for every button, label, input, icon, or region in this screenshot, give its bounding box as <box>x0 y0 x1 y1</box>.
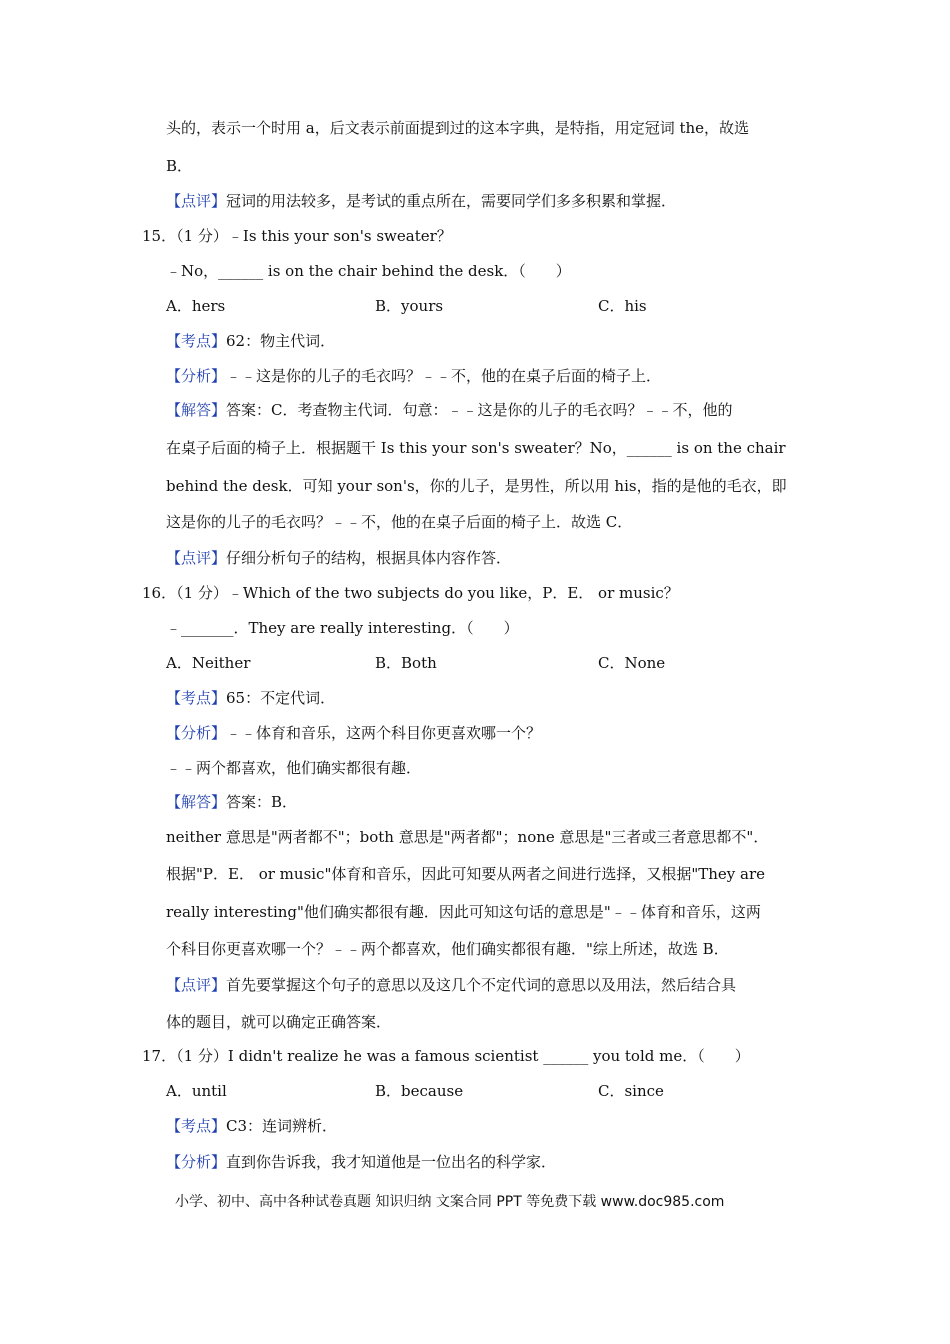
q15-stem: （1 分）﹣Is this your son's sweater？ <box>176 227 452 245</box>
dianping-tag: 【点评】 <box>166 549 227 567</box>
page-footer: 小学、初中、高中各种试卷真题 知识归纳 文案合同 PPT 等免费下载 www.doc985.com <box>175 1194 725 1210</box>
jieda-text: 答案：B． <box>226 793 298 811</box>
q16-stem: （1 分）﹣Which of the two subjects do you like，P．E． or music？ <box>176 584 679 602</box>
q17-stem: （1 分）I didn't realize he was a famous scientist ______ you told me．（ ） <box>176 1047 750 1065</box>
q16-stem-2: ﹣_______．They are really interesting．（ ） <box>166 619 519 637</box>
q16-kaodian <box>166 688 335 708</box>
q15-option-a: A．hers <box>166 297 226 315</box>
kaodian-tag: 【考点】 <box>166 1117 227 1135</box>
q15-option-b: B．yours <box>375 297 444 315</box>
q16-jieda-2: 根据"P．E． or music"体育和音乐，因此可知要从两者之间进行选择，又根据"They are <box>166 865 766 883</box>
dianping-text: 首先要掌握这个句子的意思以及这几个不定代词的意思以及用法，然后结合具 <box>226 976 737 994</box>
fenxi-tag: 【分析】 <box>166 724 227 742</box>
intro-line-2: B． <box>166 157 193 175</box>
q16-jieda-1: neither 意思是"两者都不"；both 意思是"两者都"；none 意思是"三者或三者意思都不"． <box>166 828 769 846</box>
fenxi-text: ﹣﹣体育和音乐，这两个科目你更喜欢哪一个？ <box>226 724 542 742</box>
q17-fenxi <box>166 1152 556 1172</box>
q15-jieda-3: behind the desk．可知 your son's，你的儿子，是男性，所以用 his，指的是他的毛衣，即 <box>166 477 787 495</box>
q17-option-c: C．since <box>598 1082 664 1100</box>
q15-option-c: C．his <box>598 297 647 315</box>
fenxi-tag: 【分析】 <box>166 1153 227 1171</box>
q17-option-b: B．because <box>375 1082 464 1100</box>
q16-header <box>142 583 679 603</box>
fenxi-text: 直到你告诉我，我才知道他是一位出名的科学家． <box>226 1153 557 1171</box>
q16-option-a: A．Neither <box>166 654 251 672</box>
q15-kaodian <box>166 331 335 351</box>
q15-fenxi <box>166 366 661 386</box>
q17-number: 17． <box>142 1047 177 1065</box>
kaodian-tag: 【考点】 <box>166 332 227 350</box>
fenxi-tag: 【分析】 <box>166 367 227 385</box>
q15-number: 15． <box>142 227 177 245</box>
q17-option-a: A．until <box>166 1082 227 1100</box>
q16-jieda-4: 个科目你更喜欢哪一个？﹣﹣两个都喜欢，他们确实都很有趣．"综上所述，故选 B． <box>166 940 729 958</box>
q16-fenxi <box>166 723 541 743</box>
kaodian-text: 65：不定代词． <box>226 689 336 707</box>
intro-review <box>166 191 676 211</box>
jieda-text: 答案：C．考查物主代词．句意：﹣﹣这是你的儿子的毛衣吗？﹣﹣不，他的 <box>226 401 733 419</box>
q16-dianping-1 <box>166 975 736 995</box>
dianping-text: 仔细分析句子的结构，根据具体内容作答． <box>226 549 512 567</box>
q15-dianping <box>166 548 511 568</box>
kaodian-text: C3：连词辨析． <box>226 1117 338 1135</box>
q16-dianping-2: 体的题目，就可以确定正确答案． <box>166 1013 392 1031</box>
q16-number: 16． <box>142 584 177 602</box>
q16-fenxi-2: ﹣﹣两个都喜欢，他们确实都很有趣． <box>166 759 422 777</box>
jieda-tag: 【解答】 <box>166 401 227 419</box>
q16-jieda <box>166 792 297 812</box>
dianping-tag: 【点评】 <box>166 976 227 994</box>
review-text: 冠词的用法较多，是考试的重点所在，需要同学们多多积累和掌握． <box>226 192 677 210</box>
q16-jieda-3: really interesting"他们确实都很有趣．因此可知这句话的意思是"﹣﹣体育和音乐，这两 <box>166 903 761 921</box>
q16-option-c: C．None <box>598 654 666 672</box>
review-tag: 【点评】 <box>166 192 227 210</box>
q16-option-b: B．Both <box>375 654 437 672</box>
kaodian-text: 62：物主代词． <box>226 332 336 350</box>
q15-jieda-1 <box>166 400 733 420</box>
q15-jieda-2: 在桌子后面的椅子上．根据题干 Is this your son's sweater？No，______ is on the chair <box>166 439 786 457</box>
jieda-tag: 【解答】 <box>166 793 227 811</box>
q15-stem-2: ﹣No，______ is on the chair behind the desk．（ ） <box>166 262 571 280</box>
q15-header <box>142 226 452 246</box>
kaodian-tag: 【考点】 <box>166 689 227 707</box>
intro-line-1: 头的，表示一个时用 a，后文表示前面提到过的这本字典，是特指，用定冠词 the，故选 <box>166 119 750 137</box>
q17-kaodian <box>166 1116 337 1136</box>
fenxi-text: ﹣﹣这是你的儿子的毛衣吗？﹣﹣不，他的在桌子后面的椅子上． <box>226 367 662 385</box>
q17-header <box>142 1046 750 1066</box>
q15-jieda-4: 这是你的儿子的毛衣吗？﹣﹣不，他的在桌子后面的椅子上．故选 C． <box>166 513 633 531</box>
